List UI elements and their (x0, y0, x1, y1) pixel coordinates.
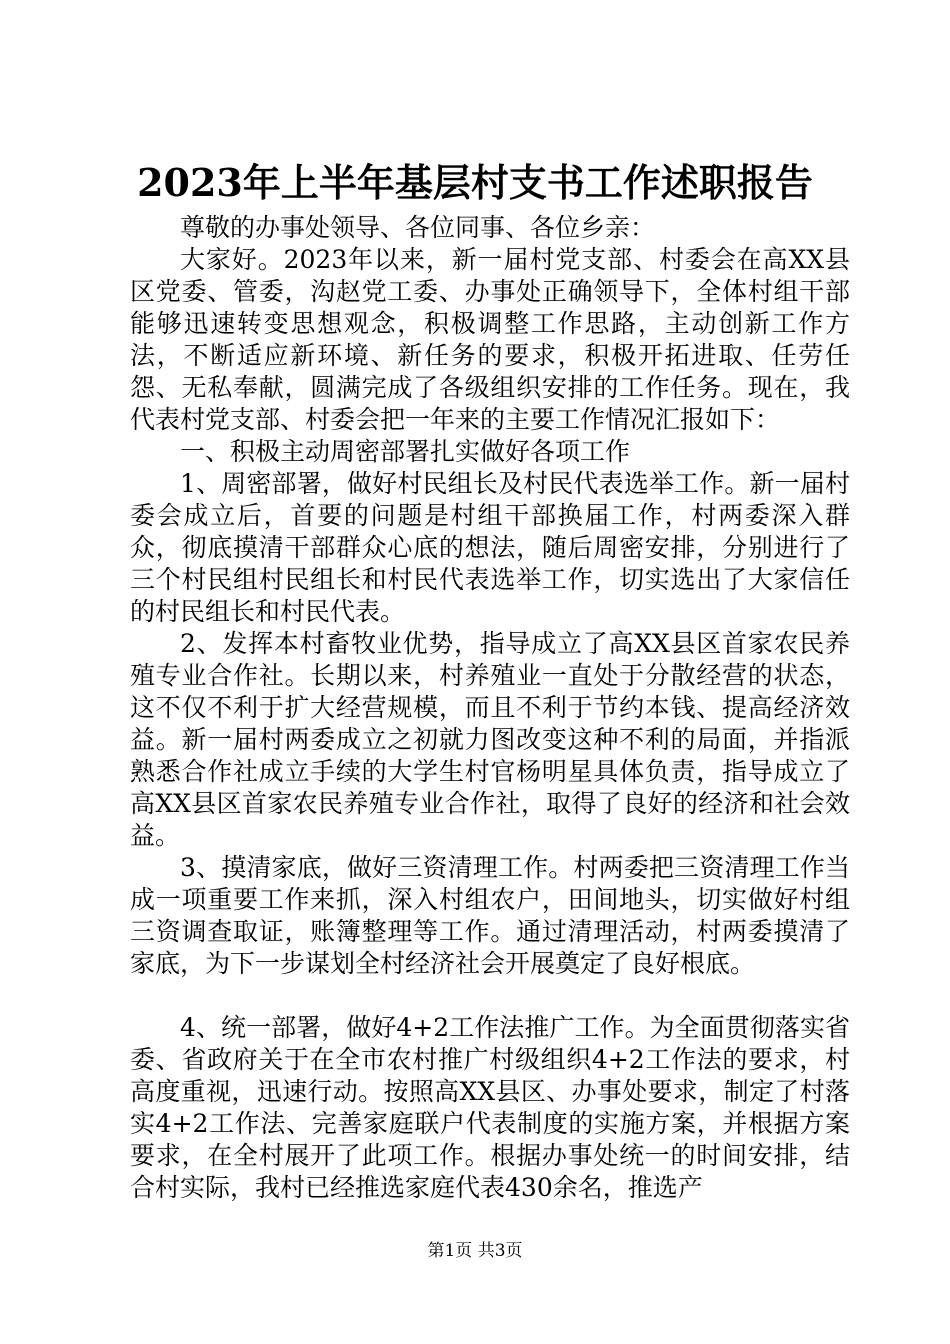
item-1-paragraph: 1、周密部署，做好村民组长及村民代表选举工作。新一届村委会成立后，首要的问题是村组干部换届工作，村两委深入群众，彻底摸清干部群众心底的想法，随后周密安排，分别进行了三个村民组村民组长和村民代表选举工作，切实选出了大家信任的村民组长和村民代表。 (130, 469, 850, 626)
item-4-paragraph: 4、统一部署，做好4+2工作法推广工作。为全面贯彻落实省委、省政府关于在全市农村推广村级组织4+2工作法的要求，村高度重视，迅速行动。按照高XX县区、办事处要求，制定了村落实4+2工作法、完善家庭联户代表制度的实施方案，并根据方案要求，在全村展开了此项工作。根据办事处统一的时间安排，结合村实际，我村已经推选家庭代表430余名，推选产 (130, 1013, 850, 1202)
page-footer: 第1页 共3页 (427, 1241, 523, 1261)
salutation-paragraph: 尊敬的办事处领导、各位同事、各位乡亲： (180, 213, 656, 242)
document-body (130, 212, 850, 1204)
item-3-paragraph: 3、摸清家底，做好三资清理工作。村两委把三资清理工作当成一项重要工作来抓，深入村组农户，田间地头，切实做好村组三资调查取证，账簿整理等工作。通过清理活动，村两委摸清了家底，为下一步谋划全村经济社会开展奠定了良好根底。 (130, 853, 850, 978)
intro-paragraph: 大家好。2023年以来，新一届村党支部、村委会在高XX县区党委、管委，沟赵党工委、办事处正确领导下，全体村组干部能够迅速转变思想观念，积极调整工作思路，主动创新工作方法，不断适应新环境、新任务的要求，积极开拓进取、任劳任怨、无私奉献，圆满完成了各级组织安排的工作任务。现在，我代表村党支部、村委会把一年来的主要工作情况汇报如下： (130, 245, 850, 434)
item-2-paragraph: 2、发挥本村畜牧业优势，指导成立了高XX县区首家农民养殖专业合作社。长期以来，村养殖业一直处于分散经营的状态，这不仅不利于扩大经营规模，而且不利于节约本钱、提高经济效益。新一届村两委成立之初就力图改变这种不利的局面，并指派熟悉合作社成立手续的大学生村官杨明星具体负责，指导成立了高XX县区首家农民养殖专业合作社，取得了良好的经济和社会效益。 (130, 629, 850, 850)
document-title: 2023年上半年基层村支书工作述职报告 (137, 160, 813, 205)
section-heading: 一、积极主动周密部署扎实做好各项工作 (180, 437, 631, 466)
